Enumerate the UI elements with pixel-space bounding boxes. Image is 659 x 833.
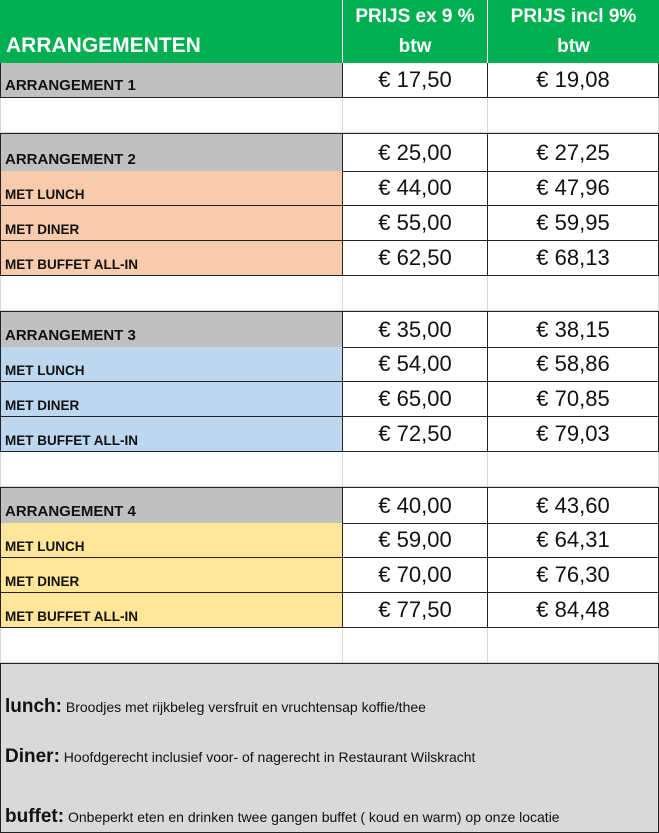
spacer-cell [488,628,659,663]
arrangement-4-buffet-row [0,593,659,628]
note-lunch [5,696,426,718]
spacer-cell [343,98,488,133]
arrangement-3-label: ARRANGEMENT 3 [0,312,343,348]
arrangement-2-diner-row [0,206,659,241]
arrangement-2-diner-price-ex: € 55,00 [343,206,488,241]
header-row [0,0,659,63]
header-price-ex-line1: PRIJS ex 9 % [355,5,475,27]
arrangement-3-diner-row [0,382,659,417]
spacer-row [0,276,659,311]
arrangement-3-diner-price-ex: € 65,00 [343,382,488,417]
spacer-cell [343,628,488,663]
arrangement-1-label: ARRANGEMENT 1 [0,63,343,98]
arrangement-2-label: ARRANGEMENT 2 [0,134,343,172]
arrangement-4-buffet-label: MET BUFFET ALL-IN [0,593,343,628]
header-price-incl-line1: PRIJS incl 9% [510,5,637,27]
notes-box [0,663,659,833]
arrangement-4-buffet-price-incl: € 84,48 [488,593,659,628]
note-buffet-text: Onbeperkt eten en drinken twee gangen buffet ( koud en warm) op onze locatie [64,809,560,825]
header-price-incl-line2: btw [557,35,590,57]
arrangement-4-diner-price-ex: € 70,00 [343,558,488,593]
arrangement-4-diner-label: MET DINER [0,558,343,593]
spacer-cell [343,276,488,311]
note-diner-text: Hoofdgerecht inclusief voor- of nagerecht in Restaurant Wilskracht [59,749,476,765]
arrangement-4-lunch-label: MET LUNCH [0,523,343,558]
spacer-row [0,98,659,133]
arrangement-2-diner-label: MET DINER [0,206,343,241]
spacer-cell [0,452,343,487]
arrangement-3-lunch-label: MET LUNCH [0,347,343,382]
arrangement-1-price-ex: € 17,50 [343,63,488,98]
spacer-cell [0,628,343,663]
spacer-row [0,452,659,487]
header-price-incl [488,0,659,63]
arrangement-2-lunch-price-ex: € 44,00 [343,171,488,206]
arrangement-2-lunch-label: MET LUNCH [0,171,343,206]
arrangement-3-lunch-price-incl: € 58,86 [488,347,659,382]
arrangement-4-price-ex: € 40,00 [343,488,488,524]
arrangement-3-diner-price-incl: € 70,85 [488,382,659,417]
arrangement-1-row [0,63,659,98]
arrangement-4-price-incl: € 43,60 [488,488,659,524]
arrangement-3-price-ex: € 35,00 [343,312,488,348]
note-diner [5,746,475,768]
arrangement-3-buffet-price-incl: € 79,03 [488,417,659,452]
arrangement-3-row [0,311,659,348]
note-buffet-key: buffet: [5,806,65,827]
spacer-cell [0,98,343,133]
arrangement-3-price-incl: € 38,15 [488,312,659,348]
note-lunch-key: lunch: [5,696,62,717]
spacer-cell [488,452,659,487]
arrangement-4-row [0,487,659,524]
header-price-ex [343,0,488,63]
note-buffet [5,806,560,828]
arrangement-4-lunch-row [0,523,659,558]
arrangement-2-price-incl: € 27,25 [488,134,659,172]
spacer-cell [488,276,659,311]
arrangement-3-buffet-label: MET BUFFET ALL-IN [0,417,343,452]
arrangement-3-lunch-row [0,347,659,382]
arrangement-4-buffet-price-ex: € 77,50 [343,593,488,628]
arrangement-2-diner-price-incl: € 59,95 [488,206,659,241]
arrangement-3-buffet-row [0,417,659,452]
note-diner-key: Diner: [5,746,60,767]
spacer-cell [343,452,488,487]
arrangement-4-diner-price-incl: € 76,30 [488,558,659,593]
header-price-ex-line2: btw [398,35,432,57]
arrangement-2-lunch-row [0,171,659,206]
arrangement-4-lunch-price-ex: € 59,00 [343,523,488,558]
arrangement-4-label: ARRANGEMENT 4 [0,488,343,524]
spacer-cell [488,98,659,133]
arrangement-2-buffet-label: MET BUFFET ALL-IN [0,241,343,276]
arrangement-2-price-ex: € 25,00 [343,134,488,172]
arrangement-2-lunch-price-incl: € 47,96 [488,171,659,206]
arrangement-3-diner-label: MET DINER [0,382,343,417]
arrangement-4-diner-row [0,558,659,593]
arrangement-2-row [0,133,659,172]
spacer-cell [0,276,343,311]
arrangement-2-buffet-price-incl: € 68,13 [488,241,659,276]
arrangement-2-buffet-row [0,241,659,276]
spacer-row [0,628,659,663]
arrangement-3-lunch-price-ex: € 54,00 [343,347,488,382]
arrangement-4-lunch-price-incl: € 64,31 [488,523,659,558]
arrangement-2-buffet-price-ex: € 62,50 [343,241,488,276]
note-lunch-text: Broodjes met rijkbeleg versfruit en vruchtensap koffie/thee [62,699,426,715]
header-title: ARRANGEMENTEN [0,0,343,63]
arrangement-1-price-incl: € 19,08 [488,63,659,98]
arrangement-3-buffet-price-ex: € 72,50 [343,417,488,452]
